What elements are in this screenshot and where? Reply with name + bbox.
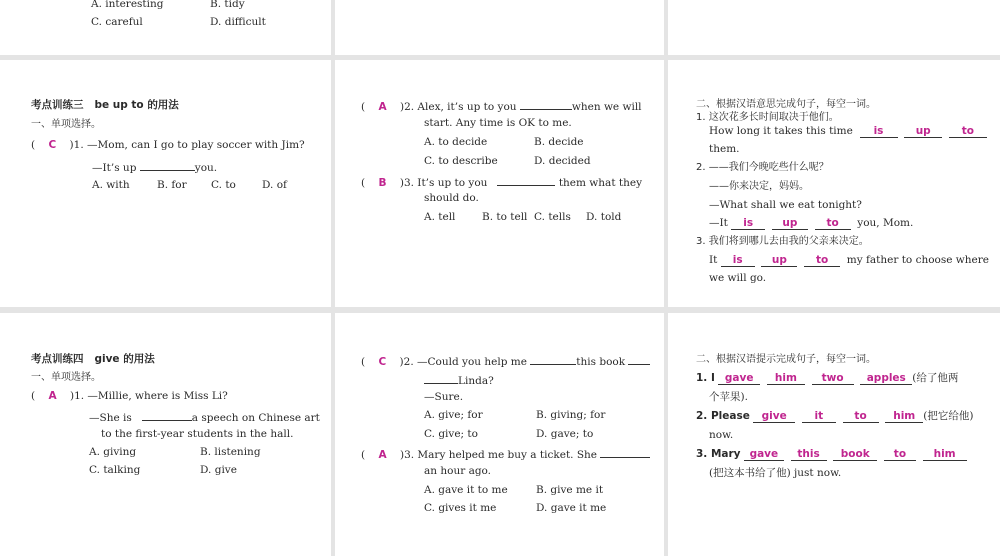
question-3-cont: (把这本书给了他) just now. bbox=[709, 467, 842, 479]
question-1-line-2: —It’s up you. bbox=[92, 159, 217, 175]
option-c: C. to bbox=[211, 179, 236, 191]
option-d: D. gave it me bbox=[536, 502, 607, 514]
panel-top-left bbox=[0, 0, 331, 55]
blank bbox=[142, 409, 192, 421]
option-b: B. for bbox=[157, 179, 187, 191]
section-title: 考点训练三 be up to 的用法 bbox=[31, 99, 179, 111]
question-2-english-1: —What shall we eat tonight? bbox=[709, 199, 862, 211]
question-3: ( A )3. Mary helped me buy a ticket. She bbox=[361, 446, 650, 462]
panel-exercise-3-choice-cont bbox=[335, 60, 664, 307]
section-heading: 二、根据汉语提示完成句子，每空一词。 bbox=[696, 354, 876, 365]
question-2-cont: now. bbox=[709, 429, 734, 441]
option-d: D. give bbox=[200, 464, 237, 476]
answer-letter: C bbox=[48, 139, 57, 151]
question-2-line-2: start. Any time is OK to me. bbox=[424, 117, 572, 129]
blank bbox=[520, 98, 572, 110]
option-b: B. give me it bbox=[536, 484, 604, 496]
panel-top-right bbox=[668, 0, 1000, 55]
question-3: 3. Mary gave this book to him bbox=[696, 448, 967, 461]
option-d: D. of bbox=[262, 179, 287, 191]
option-b: B. listening bbox=[200, 446, 261, 458]
question-1-chinese: 1. 这次花多长时间取决于他们。 bbox=[696, 112, 839, 123]
panel-exercise-4-fill bbox=[668, 313, 1000, 556]
option-c: C. to describe bbox=[424, 155, 498, 167]
option-a: A. tell bbox=[424, 211, 456, 223]
section-heading: 一、单项选择。 bbox=[31, 372, 101, 383]
question-1-line-3: to the first-year students in the hall. bbox=[101, 428, 294, 440]
question-3-line-2: should do. bbox=[424, 192, 479, 204]
question-3-english-end: we will go. bbox=[709, 272, 767, 284]
option-b: B. decide bbox=[534, 136, 584, 148]
question-3-line-2: an hour ago. bbox=[424, 465, 492, 477]
option-c: C. gives it me bbox=[424, 502, 497, 514]
answer-letter: B bbox=[378, 177, 387, 189]
option-d: D. difficult bbox=[210, 16, 266, 28]
option-a: A. giving bbox=[89, 446, 137, 458]
question-1-line-2: —She is a speech on Chinese art bbox=[89, 409, 320, 425]
option-a: A. gave it to me bbox=[424, 484, 508, 496]
question-1: ( A )1. —Millie, where is Miss Li? bbox=[31, 390, 228, 402]
section-heading: 一、单项选择。 bbox=[31, 119, 101, 130]
option-b: B. tidy bbox=[210, 0, 245, 10]
option-a: A. give; for bbox=[424, 409, 483, 421]
question-2: ( C )2. —Could you help me this book bbox=[361, 353, 650, 369]
question-1: ( C )1. —Mom, can I go to play soccer with Jim? bbox=[31, 139, 305, 151]
blank bbox=[628, 353, 650, 365]
option-a: A. interesting bbox=[91, 0, 164, 10]
option-a: A. to decide bbox=[424, 136, 488, 148]
question-2-line-3: —Sure. bbox=[424, 391, 464, 403]
option-b: B. to tell bbox=[482, 211, 528, 223]
panel-top-middle bbox=[335, 0, 664, 55]
option-a: A. with bbox=[92, 179, 130, 191]
answer-letter: A bbox=[378, 101, 387, 113]
option-c: C. give; to bbox=[424, 428, 478, 440]
option-c: C. talking bbox=[89, 464, 141, 476]
section-heading: 二、根据汉语意思完成句子，每空一词。 bbox=[696, 99, 876, 110]
question-3-chinese: 3. 我们将到哪儿去由我的父亲来决定。 bbox=[696, 236, 869, 247]
question-1-english: How long it takes this time is up to bbox=[709, 125, 987, 138]
blank bbox=[497, 174, 555, 186]
option-c: C. careful bbox=[91, 16, 143, 28]
question-2-chinese-2: ——你来决定，妈妈。 bbox=[709, 181, 809, 192]
option-c: C. tells bbox=[534, 211, 571, 223]
answer-letter: C bbox=[378, 356, 387, 368]
option-b: B. giving; for bbox=[536, 409, 606, 421]
option-d: D. gave; to bbox=[536, 428, 594, 440]
question-2-chinese-1: 2. ——我们今晚吃些什么呢？ bbox=[696, 162, 829, 173]
option-d: D. decided bbox=[534, 155, 591, 167]
answer-letter: A bbox=[48, 390, 57, 402]
question-2-line-2: Linda? bbox=[424, 372, 494, 388]
blank bbox=[424, 372, 458, 384]
panel-exercise-3-choice bbox=[0, 60, 331, 307]
question-3: ( B )3. It’s up to you them what they bbox=[361, 174, 642, 190]
panel-exercise-4-choice bbox=[0, 313, 331, 556]
blank bbox=[140, 159, 195, 171]
question-2-english-2: —It is up to you, Mom. bbox=[709, 217, 914, 229]
question-1: 1. I gave him two apples (给了他两 bbox=[696, 372, 959, 384]
answer-letter: A bbox=[378, 449, 387, 461]
question-2: ( A )2. Alex, it’s up to you when we will bbox=[361, 98, 642, 114]
blank bbox=[530, 353, 576, 365]
panel-exercise-3-fill bbox=[668, 60, 1000, 307]
question-2: 2. Please give it to him (把它给他) bbox=[696, 410, 974, 422]
question-3-english: It is up to my father to choose where bbox=[709, 254, 990, 266]
question-1-english-end: them. bbox=[709, 143, 740, 155]
panel-exercise-4-choice-cont bbox=[335, 313, 664, 556]
option-d: D. told bbox=[586, 211, 622, 223]
blank bbox=[600, 446, 650, 458]
section-title: 考点训练四 give 的用法 bbox=[31, 353, 155, 365]
question-1-cont: 个苹果). bbox=[709, 391, 748, 403]
